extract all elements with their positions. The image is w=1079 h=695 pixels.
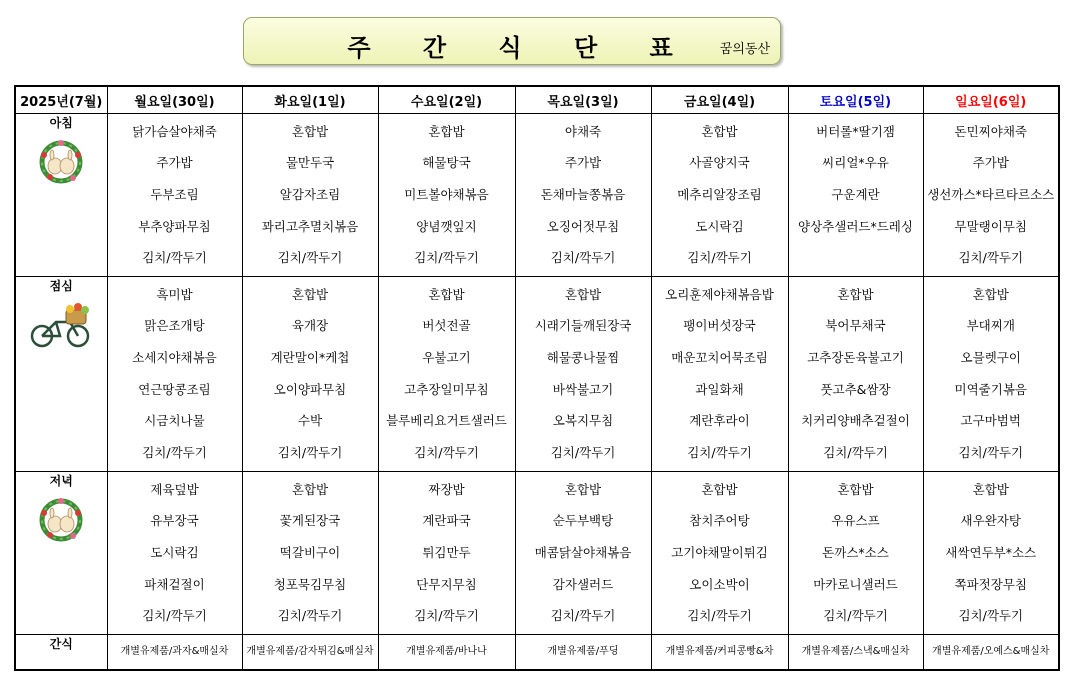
- menu-item: 주가밥: [972, 155, 1009, 171]
- menu-item: 김치/깍두기: [550, 608, 616, 624]
- menu-item: 김치/깍두기: [823, 608, 888, 624]
- menu-item: 블루베리요거트샐러드: [386, 413, 507, 429]
- menu-item: 바싹불고기: [552, 381, 614, 397]
- menu-item: 혼합밥: [291, 286, 329, 302]
- menu-item: 꽃게된장국: [279, 513, 341, 529]
- day-header-mon: 월요일(30일): [107, 86, 242, 114]
- menu-item: 알감자조림: [279, 186, 341, 202]
- menu-item: 오이양파무침: [273, 381, 347, 397]
- menu-cell-lunch-sat: [788, 277, 923, 472]
- menu-item: 김치/깍두기: [277, 608, 343, 624]
- menu-item: 새우완자탕: [960, 513, 1021, 529]
- menu-item: 혼합밥: [701, 123, 738, 139]
- menu-item: 혼합밥: [428, 286, 465, 302]
- bunny-wreath-icon: [35, 137, 87, 187]
- menu-item: 개별유제품/바나나: [406, 646, 487, 657]
- menu-item: 혼합밥: [564, 286, 602, 302]
- menu-item: 김치/깍두기: [550, 445, 616, 461]
- menu-item: 해물탕국: [422, 155, 471, 171]
- menu-cell-snack-tue: [242, 635, 378, 671]
- menu-item: 시금치나물: [144, 413, 205, 429]
- menu-cell-breakfast-fri: [651, 114, 788, 277]
- menu-item: 김치/깍두기: [142, 250, 207, 266]
- day-header-tue: 화요일(1일): [242, 86, 378, 114]
- menu-item: 시래기들깨된장국: [534, 318, 632, 334]
- menu-cell-lunch-fri: [651, 277, 788, 472]
- menu-item: 구운계란: [831, 186, 880, 202]
- menu-cell-snack-sun: [923, 635, 1059, 671]
- menu-item: 혼합밥: [291, 123, 329, 139]
- menu-item: 양상추샐러드*드레싱: [798, 218, 913, 234]
- menu-item: 소세지야채볶음: [132, 350, 217, 366]
- menu-item: 우불고기: [422, 350, 471, 366]
- menu-cell-dinner-sun: [923, 472, 1059, 635]
- menu-item: 닭가슴살야채죽: [132, 123, 217, 139]
- day-header-sun: 일요일(6일): [923, 86, 1059, 114]
- menu-item: 주가밥: [156, 155, 193, 171]
- menu-item: 김치/깍두기: [142, 608, 207, 624]
- menu-item: 무말랭이무침: [954, 218, 1027, 234]
- header-row: [15, 86, 1059, 114]
- bunny-wreath-icon: [35, 495, 87, 545]
- menu-item: 제육덮밥: [150, 481, 199, 497]
- menu-item: 김치/깍두기: [414, 608, 479, 624]
- menu-item: 혼합밥: [837, 481, 874, 497]
- menu-item: 북어무채국: [825, 318, 886, 334]
- day-header-fri: 금요일(4일): [651, 86, 788, 114]
- meal-label-cell: [15, 472, 107, 635]
- menu-item: 개별유제품/푸딩: [547, 646, 619, 657]
- menu-item: 고구마범벅: [960, 413, 1021, 429]
- menu-item: 김치/깍두기: [550, 250, 616, 266]
- menu-item: 맑은조개탕: [144, 318, 205, 334]
- menu-item: 오리훈제야채볶음밥: [665, 286, 774, 302]
- menu-item: 혼합밥: [837, 286, 874, 302]
- title-banner: [243, 17, 781, 65]
- menu-item: 유부장국: [150, 513, 199, 529]
- menu-item: 계란말이*케첩: [270, 350, 350, 366]
- page-title: 주 간 식 단 표: [347, 34, 695, 62]
- menu-item: 튀김만두: [422, 544, 471, 560]
- menu-item: 혼합밥: [428, 123, 465, 139]
- menu-item: 새싹연두부*소스: [945, 544, 1037, 560]
- menu-item: 김치/깍두기: [687, 250, 752, 266]
- menu-item: 혼합밥: [701, 481, 738, 497]
- menu-item: 김치/깍두기: [958, 250, 1024, 266]
- menu-item: 김치/깍두기: [687, 445, 752, 461]
- menu-cell-lunch-tue: [242, 277, 378, 472]
- menu-item: 김치/깍두기: [414, 445, 479, 461]
- month-header: 2025년(7월): [15, 86, 107, 114]
- day-header-wed: 수요일(2일): [378, 86, 515, 114]
- menu-item: 팽이버섯장국: [683, 318, 756, 334]
- meal-row-lunch: [15, 277, 1059, 472]
- menu-item: 김치/깍두기: [958, 445, 1024, 461]
- day-header-sat: 토요일(5일): [788, 86, 923, 114]
- menu-cell-breakfast-wed: [378, 114, 515, 277]
- meal-row-snack: [15, 635, 1059, 671]
- menu-item: 돈까스*소스: [822, 544, 889, 560]
- meal-label: 점심: [49, 279, 73, 293]
- menu-cell-dinner-wed: [378, 472, 515, 635]
- menu-item: 사골양지국: [689, 155, 750, 171]
- meal-label: 아침: [49, 116, 73, 130]
- menu-item: 도시락김: [150, 544, 199, 560]
- meal-row-dinner: [15, 472, 1059, 635]
- bicycle-basket-icon: [28, 300, 94, 350]
- menu-item: 돈민찌야채죽: [954, 123, 1027, 139]
- facility-name: 꿈의동산: [719, 42, 770, 57]
- menu-item: 흑미밥: [156, 286, 193, 302]
- menu-item: 메추리알장조림: [677, 186, 762, 202]
- menu-item: 감자샐러드: [552, 576, 614, 592]
- menu-item: 부대찌개: [966, 318, 1015, 334]
- menu-item: 치커리양배추겉절이: [801, 413, 910, 429]
- menu-item: 마카로니샐러드: [813, 576, 898, 592]
- menu-item: 매운꼬치어묵조림: [671, 350, 768, 366]
- menu-item: 혼합밥: [972, 481, 1009, 497]
- menu-item: 오복지무침: [552, 413, 614, 429]
- menu-cell-lunch-sun: [923, 277, 1059, 472]
- menu-cell-snack-thu: [515, 635, 651, 671]
- meal-label-cell: [15, 114, 107, 277]
- menu-item: 우유스프: [831, 513, 880, 529]
- menu-cell-snack-fri: [651, 635, 788, 671]
- menu-item: 김치/깍두기: [277, 445, 343, 461]
- menu-item: 김치/깍두기: [823, 445, 888, 461]
- menu-item: 김치/깍두기: [414, 250, 479, 266]
- menu-item: 계란파국: [422, 513, 471, 529]
- menu-cell-snack-sat: [788, 635, 923, 671]
- menu-item: 오징어젓무침: [546, 218, 620, 234]
- meal-label: 저녁: [49, 474, 73, 488]
- menu-item: 주가밥: [564, 155, 602, 171]
- menu-cell-breakfast-tue: [242, 114, 378, 277]
- menu-item: 육개장: [291, 318, 329, 334]
- menu-item: 버섯전골: [422, 318, 471, 334]
- menu-item: 오믈렛구이: [960, 350, 1021, 366]
- menu-cell-dinner-thu: [515, 472, 651, 635]
- menu-cell-lunch-thu: [515, 277, 651, 472]
- weekly-menu-table: [14, 85, 1060, 671]
- menu-item: 떡갈비구이: [279, 544, 341, 560]
- meal-label-cell: [15, 635, 107, 671]
- meal-label-cell: [15, 277, 107, 472]
- menu-item: 순두부백탕: [552, 513, 614, 529]
- menu-item: 혼합밥: [291, 481, 329, 497]
- menu-item: 고추장일미무침: [404, 381, 489, 397]
- menu-item: 쪽파젓장무침: [954, 576, 1027, 592]
- menu-item: 연근땅콩조림: [138, 381, 211, 397]
- menu-item: 풋고추&쌈장: [820, 381, 891, 397]
- menu-item: 물만두국: [285, 155, 335, 171]
- menu-item: 매콤닭살야채볶음: [534, 544, 632, 560]
- menu-cell-lunch-wed: [378, 277, 515, 472]
- meal-label: 간식: [49, 637, 73, 651]
- menu-item: 과일화채: [695, 381, 744, 397]
- menu-item: 버터롤*딸기잼: [816, 123, 895, 139]
- menu-item: 청포묵김무침: [273, 576, 347, 592]
- menu-item: 파채겉절이: [144, 576, 205, 592]
- menu-cell-snack-mon: [107, 635, 242, 671]
- menu-item: 혼합밥: [972, 286, 1009, 302]
- menu-cell-breakfast-sat: [788, 114, 923, 277]
- menu-cell-breakfast-sun: [923, 114, 1059, 277]
- menu-item: 개별유제품/스낵&매실차: [801, 646, 910, 657]
- menu-item: 두부조림: [150, 186, 199, 202]
- day-header-thu: 목요일(3일): [515, 86, 651, 114]
- menu-item: 개별유제품/오예스&매실차: [932, 646, 1050, 657]
- menu-item: 김치/깍두기: [958, 608, 1024, 624]
- menu-item: 돈채마늘쫑볶음: [540, 186, 626, 202]
- menu-item: 참치주어탕: [689, 513, 750, 529]
- menu-item: 미트볼야채볶음: [404, 186, 489, 202]
- menu-cell-lunch-mon: [107, 277, 242, 472]
- menu-item: 개별유제품/감자튀김&매실차: [246, 646, 374, 657]
- menu-item: 수박: [297, 413, 323, 429]
- menu-item: 미역줄기볶음: [954, 381, 1027, 397]
- menu-item: 씨리얼*우유: [822, 155, 889, 171]
- menu-item: 단무지무침: [416, 576, 477, 592]
- menu-item: 고기야채말이튀김: [671, 544, 768, 560]
- menu-item: 야채죽: [564, 123, 602, 139]
- menu-cell-breakfast-mon: [107, 114, 242, 277]
- menu-item: [789, 250, 923, 266]
- menu-cell-snack-wed: [378, 635, 515, 671]
- menu-item: 생선까스*타르타르소스: [927, 186, 1055, 202]
- meal-row-breakfast: [15, 114, 1059, 277]
- menu-item: 계란후라이: [689, 413, 750, 429]
- menu-cell-breakfast-thu: [515, 114, 651, 277]
- menu-item: 김치/깍두기: [142, 445, 207, 461]
- menu-cell-dinner-sat: [788, 472, 923, 635]
- menu-item: 짜장밥: [428, 481, 465, 497]
- menu-item: 부추양파무침: [138, 218, 211, 234]
- menu-item: 김치/깍두기: [277, 250, 343, 266]
- menu-cell-dinner-mon: [107, 472, 242, 635]
- menu-item: 개별유제품/과자&매실차: [120, 646, 229, 657]
- menu-item: 고추장돈육불고기: [807, 350, 904, 366]
- menu-item: 꽈리고추멸치볶음: [261, 218, 359, 234]
- menu-item: 양념깻잎지: [416, 218, 477, 234]
- menu-item: 도시락김: [695, 218, 744, 234]
- menu-item: 오이소박이: [689, 576, 750, 592]
- menu-item: 혼합밥: [564, 481, 602, 497]
- menu-item: 김치/깍두기: [687, 608, 752, 624]
- menu-cell-dinner-tue: [242, 472, 378, 635]
- menu-item: 해물콩나물찜: [546, 350, 620, 366]
- menu-item: 개별유제품/커피콩빵&차: [665, 646, 774, 657]
- menu-cell-dinner-fri: [651, 472, 788, 635]
